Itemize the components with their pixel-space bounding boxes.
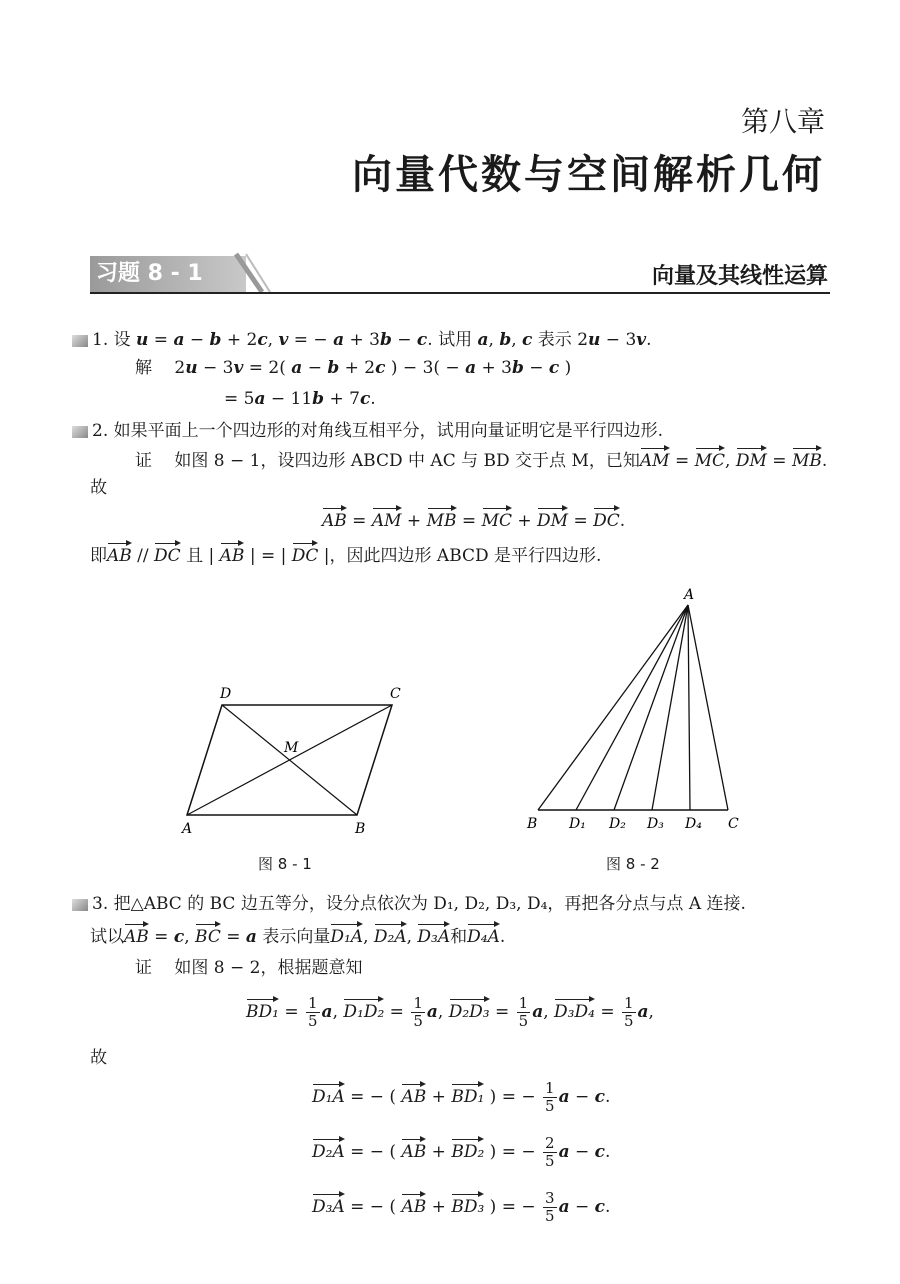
vector: MB [427, 506, 457, 532]
text-line [92, 421, 663, 441]
exercise-banner: 习题 8 - 1 [90, 256, 246, 292]
vector: D₁A [330, 922, 363, 948]
text-run: = − ( [344, 1197, 402, 1217]
text-run: 表示 2 [532, 330, 589, 350]
text-line [135, 958, 363, 978]
text-run: = [220, 927, 246, 947]
vector-symbol: c [416, 330, 428, 350]
vector-symbol: a [254, 389, 266, 409]
text-line [92, 330, 652, 350]
fraction-denominator: 5 [623, 1012, 634, 1030]
text-run: , [437, 1002, 449, 1022]
vector-symbol: c [594, 1197, 605, 1217]
vector-symbol: u [136, 330, 149, 350]
label-d4: D₄ [685, 816, 702, 832]
fraction-numerator: 1 [545, 1079, 555, 1097]
proof-2-line-3 [322, 506, 625, 532]
vector: BD₂ [451, 1137, 484, 1163]
text-run: = [148, 927, 174, 947]
fraction [543, 1080, 557, 1115]
text-run: ) − 3( − [385, 358, 466, 378]
text-line [90, 546, 601, 566]
vector: AM [372, 506, 402, 532]
vector: D₄A [467, 922, 500, 948]
text-run: = [568, 511, 594, 531]
vector-symbol: a [245, 927, 257, 947]
text-line [322, 511, 625, 531]
vector: DM [537, 506, 568, 532]
vector: BD₁ [246, 997, 279, 1023]
vector: AM [640, 446, 670, 472]
vector: D₃A [312, 1192, 345, 1218]
text-run: = [148, 330, 174, 350]
text-run: . [605, 1197, 611, 1217]
vector-symbol: v [278, 330, 289, 350]
vector: AB [401, 1192, 426, 1218]
vector-symbol: b [379, 330, 392, 350]
text-run: , [725, 451, 736, 471]
text-run: . 试用 [427, 330, 478, 350]
problem-3-line-2 [90, 922, 505, 948]
text-run: 试以 [90, 927, 124, 947]
text-run: , [363, 927, 374, 947]
text-run: , [543, 1002, 555, 1022]
vector-symbol: c [173, 927, 185, 947]
proof-3-line-5 [312, 1135, 610, 1170]
vector: AB [401, 1082, 426, 1108]
vector-symbol: a [558, 1197, 570, 1217]
problem-1 [72, 329, 652, 351]
vector: D₃D₄ [554, 997, 595, 1023]
label-d: D [220, 686, 232, 702]
figure-8-2 [515, 585, 755, 835]
vector-symbol: c [257, 330, 268, 350]
text-run: − [569, 1087, 595, 1107]
fraction-numerator: 1 [518, 994, 529, 1012]
label-a: A [182, 821, 193, 837]
fraction-denominator: 5 [545, 1097, 555, 1115]
fraction-numerator: 1 [623, 994, 634, 1012]
text-run: ) = − [484, 1197, 542, 1217]
section-title: 向量及其线性运算 [651, 264, 828, 289]
text-run: + 2 [339, 358, 376, 378]
text-run: − [569, 1197, 595, 1217]
vector-symbol: a [333, 330, 345, 350]
vector: DC [154, 541, 181, 567]
figure-8-1 [170, 680, 420, 840]
label-b: B [355, 821, 366, 837]
vector: DC [593, 506, 620, 532]
text-run: 即 [90, 546, 107, 566]
problem-2 [72, 420, 663, 442]
text-run: | = | [244, 546, 292, 566]
text-run: + [511, 511, 538, 531]
text-run: . [499, 927, 506, 947]
text-run: + 7 [324, 389, 360, 409]
side-ac [688, 605, 728, 810]
fraction-denominator: 5 [545, 1152, 555, 1170]
vector-symbol: c [359, 389, 371, 409]
segment-ad4 [688, 605, 690, 810]
fraction-denominator: 5 [545, 1207, 555, 1225]
text-line [90, 478, 107, 498]
chapter-title: 向量代数与空间解析几何 [352, 152, 825, 198]
text-run: − [184, 330, 210, 350]
vector: AB [401, 1137, 426, 1163]
vector-symbol: a [477, 330, 489, 350]
fraction-numerator: 1 [413, 994, 423, 1012]
label-d2: D₂ [609, 816, 626, 832]
proof-3-line-6 [312, 1190, 610, 1225]
vector: AB [322, 506, 347, 532]
text-line [90, 927, 505, 947]
proof-2-line-4 [90, 541, 601, 567]
label-d1: D₁ [569, 816, 586, 832]
text-run: 和 [450, 927, 468, 947]
text-run: 故 [90, 1048, 107, 1068]
proof-2-line-1 [135, 446, 827, 472]
vector-symbol: c [522, 330, 533, 350]
text-run: − [391, 330, 417, 350]
text-line [246, 994, 654, 1030]
text-line [312, 1079, 611, 1115]
text-line [135, 358, 571, 378]
vector-symbol: a [426, 1002, 438, 1022]
vector-symbol: b [209, 330, 222, 350]
text-run: − [302, 358, 328, 378]
text-run: ) = − [484, 1087, 542, 1107]
vector-symbol: a [558, 1142, 570, 1162]
text-run: = − [288, 330, 334, 350]
text-run: − 3 [197, 358, 234, 378]
vector-symbol: a [321, 1002, 333, 1022]
figure-8-1-caption: 图 8 - 1 [258, 855, 312, 873]
text-run: 证 如图 8 − 2，根据题意知 [135, 958, 363, 978]
vector: MB [792, 446, 822, 472]
text-run: + [401, 511, 427, 531]
text-run: 2. 如果平面上一个四边形的对角线互相平分，试用向量证明它是平行四边形. [92, 421, 664, 441]
text-run: = [766, 451, 792, 471]
fraction-denominator: 5 [413, 1012, 423, 1030]
text-run: , [332, 1002, 344, 1022]
text-run: − 11 [265, 389, 313, 409]
fraction-denominator: 5 [518, 1012, 529, 1030]
text-run: 3. 把△ABC 的 BC 边五等分，设分点依次为 D₁, D₂, D₃, D₄，再把各分点与点 A 连接. [92, 894, 746, 914]
proof-2-line-2 [90, 477, 107, 499]
text-run: , [267, 330, 279, 350]
text-run: ) = − [484, 1142, 542, 1162]
text-line [224, 389, 376, 409]
text-run: // [131, 546, 155, 566]
text-run: |，因此四边形 ABCD 是平行四边形. [318, 546, 602, 566]
vector: BD₃ [451, 1192, 484, 1218]
proof-3-line-4 [312, 1080, 610, 1115]
text-run: . [370, 389, 376, 409]
fraction-numerator: 2 [545, 1134, 555, 1152]
vector: AB [220, 541, 245, 567]
text-run: + [426, 1142, 452, 1162]
vector-symbol: b [499, 330, 512, 350]
section-rule [90, 292, 830, 294]
text-run: = − ( [344, 1087, 402, 1107]
fraction-denominator: 5 [308, 1012, 318, 1030]
vector-symbol: a [532, 1002, 544, 1022]
text-run: , [511, 330, 523, 350]
proof-3-line-3 [90, 1047, 107, 1069]
vector: MC [482, 506, 512, 532]
vector-symbol: c [375, 358, 386, 378]
vector: BD₁ [451, 1082, 484, 1108]
vector-symbol: b [312, 389, 325, 409]
side-ab [538, 605, 688, 810]
vector: AB [107, 541, 132, 567]
problem-icon [72, 335, 88, 347]
text-run: + 2 [221, 330, 258, 350]
text-run: − [523, 358, 549, 378]
figure-8-2-caption: 图 8 - 2 [606, 855, 660, 873]
proof-3-line-1 [135, 957, 363, 979]
text-line [90, 1048, 107, 1068]
fraction [306, 995, 320, 1030]
text-run: . [605, 1087, 611, 1107]
text-run: , [406, 927, 418, 947]
problem-icon [72, 426, 88, 438]
text-run: 表示向量 [256, 927, 331, 947]
vector-symbol: a [173, 330, 185, 350]
vector-symbol: v [636, 330, 647, 350]
label-a: A [684, 587, 695, 603]
vector: D₃A [417, 922, 450, 948]
text-run: − 3 [600, 330, 637, 350]
vector: DM [736, 446, 767, 472]
solution-1-line-2 [224, 388, 376, 410]
vector-symbol: u [185, 358, 198, 378]
label-c: C [728, 816, 739, 832]
label-b: B [527, 816, 538, 832]
text-run: + [426, 1087, 452, 1107]
text-run: = [278, 1002, 304, 1022]
text-run: ) [559, 358, 572, 378]
label-m: M [284, 740, 299, 756]
vector: MC [695, 446, 725, 472]
text-line [135, 451, 827, 471]
text-run: , [648, 1002, 654, 1022]
fraction-numerator: 3 [545, 1189, 555, 1207]
text-run: + 3 [476, 358, 512, 378]
fraction [543, 1135, 557, 1170]
text-run: . [619, 511, 626, 531]
text-run: = [669, 451, 695, 471]
vector-symbol: b [511, 358, 524, 378]
text-run: + [426, 1197, 452, 1217]
banner-slash-decoration [232, 252, 272, 294]
text-run: = 5 [224, 389, 255, 409]
vector-symbol: c [594, 1142, 605, 1162]
vector-symbol: a [558, 1087, 570, 1107]
text-run: = [489, 1002, 515, 1022]
text-run: , [488, 330, 500, 350]
segment-ad1 [576, 605, 688, 810]
text-run: = [594, 1002, 620, 1022]
text-run: = 2( [243, 358, 292, 378]
proof-3-line-2 [246, 995, 654, 1030]
fraction [411, 995, 425, 1030]
vector: D₂D₃ [449, 997, 490, 1023]
solution-1-line-1 [135, 357, 571, 379]
fraction [622, 995, 636, 1030]
text-run: 1. 设 [92, 330, 137, 350]
vector: D₂A [374, 922, 407, 948]
text-run: , [184, 927, 196, 947]
fraction [517, 995, 531, 1030]
label-d3: D₃ [647, 816, 664, 832]
chapter-number: 第八章 [740, 105, 825, 138]
problem-icon [72, 899, 88, 911]
text-line [92, 894, 746, 914]
text-run: + 3 [344, 330, 380, 350]
vector-symbol: a [291, 358, 303, 378]
vector: D₂A [312, 1137, 345, 1163]
problem-3 [72, 893, 746, 915]
text-line [312, 1189, 611, 1225]
text-run: . [646, 330, 652, 350]
text-run: 且 | [180, 546, 220, 566]
diagonal-bd [222, 705, 357, 815]
text-run: = [384, 1002, 410, 1022]
vector-symbol: c [594, 1087, 605, 1107]
vector: D₁A [312, 1082, 345, 1108]
text-run: 证 如图 8 − 1，设四边形 ABCD 中 AC 与 BD 交于点 M，已知 [135, 451, 640, 471]
segment-ad2 [614, 605, 688, 810]
vector: AB [124, 922, 149, 948]
vector-symbol: u [588, 330, 601, 350]
text-run: . [605, 1142, 611, 1162]
text-run: = [346, 511, 372, 531]
vector-symbol: v [233, 358, 244, 378]
vector-symbol: c [548, 358, 560, 378]
segment-ad3 [652, 605, 688, 810]
vector-symbol: b [327, 358, 340, 378]
vector-symbol: a [465, 358, 477, 378]
text-run: . [821, 451, 828, 471]
text-run: 故 [90, 478, 107, 498]
text-run: = − ( [344, 1142, 402, 1162]
fraction [543, 1190, 557, 1225]
label-c: C [390, 686, 401, 702]
vector-symbol: a [637, 1002, 649, 1022]
vector: DC [292, 541, 319, 567]
text-run: − [569, 1142, 595, 1162]
vector: BC [195, 922, 221, 948]
text-run: 解 2 [135, 358, 186, 378]
fraction-numerator: 1 [308, 994, 318, 1012]
text-line [312, 1134, 611, 1170]
text-run: = [456, 511, 482, 531]
vector: D₁D₂ [343, 997, 384, 1023]
